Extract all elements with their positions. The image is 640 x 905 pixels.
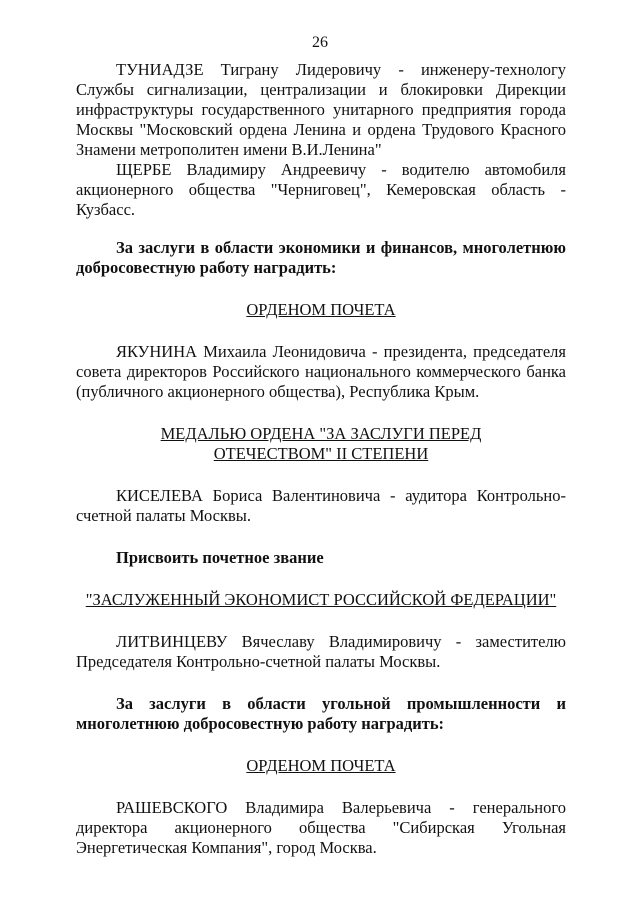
- decree-economy-finance: За заслуги в области экономики и финансов, многолетнюю добросовестную работу наградить:: [76, 238, 566, 277]
- person-entry-kiselev: КИСЕЛЕВА Бориса Валентиновича - аудитора Контрольно-счетной палаты Москвы.: [76, 486, 566, 525]
- document-body: [76, 60, 566, 858]
- award-title-medal-fatherland: МЕДАЛЬЮ ОРДЕНА "ЗА ЗАСЛУГИ ПЕРЕД ОТЕЧЕСТВОМ" II СТЕПЕНИ: [160, 424, 482, 463]
- person-entry-litvintsev: ЛИТВИНЦЕВУ Вячеславу Владимировичу - заместителю Председателя Контрольно-счетной палаты Москвы.: [76, 632, 566, 671]
- award-title-honored-economist: "ЗАСЛУЖЕННЫЙ ЭКОНОМИСТ РОССИЙСКОЙ ФЕДЕРАЦИИ": [85, 590, 557, 609]
- decree-coal-industry: За заслуги в области угольной промышленности и многолетнюю добросовестную работу наградить:: [76, 694, 566, 733]
- person-entry-yakunin: ЯКУНИНА Михаила Леонидовича - президента, председателя совета директоров Российского национального коммерческого банка (публичного акционерного общества), Республика Крым.: [76, 342, 566, 401]
- award-title-order-of-honor: ОРДЕНОМ ПОЧЕТА: [246, 300, 396, 319]
- person-entry-shcherba: ЩЕРБЕ Владимиру Андреевичу - водителю автомобиля акционерного общества "Черниговец", Кемеровская область - Кузбасс.: [76, 160, 566, 219]
- award-title-order-of-honor-2: ОРДЕНОМ ПОЧЕТА: [246, 756, 396, 775]
- page-number: 26: [312, 34, 328, 51]
- person-entry-tuniadze: ТУНИАДЗЕ Тиграну Лидеровичу - инженеру-технологу Службы сигнализации, централизации и блокировки Дирекции инфраструктуры государственного унитарного предприятия города Москвы "Московский ордена Ленина и ордена Трудового Красного Знамени метрополитен имени В.И.Ленина": [76, 60, 566, 159]
- decree-honorary-title: Присвоить почетное звание: [116, 548, 324, 567]
- person-entry-rashevsky: РАШЕВСКОГО Владимира Валерьевича - генерального директора акционерного общества "Сибирская Угольная Энергетическая Компания", город Москва.: [76, 798, 566, 857]
